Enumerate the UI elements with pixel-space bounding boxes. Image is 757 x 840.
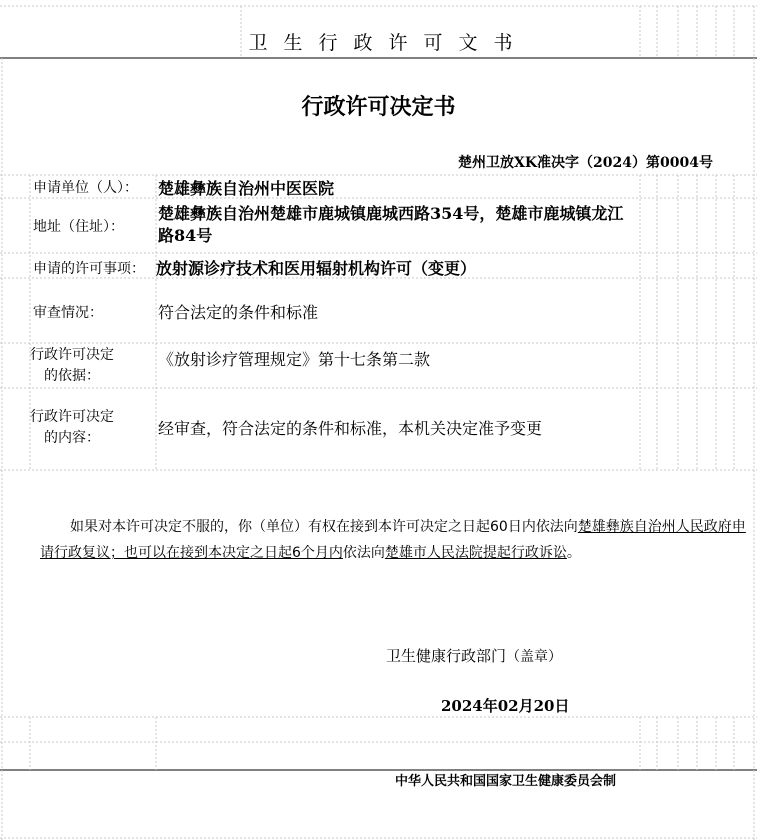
permit-item-value: 放射源诊疗技术和医用辐射机构许可（变更） — [156, 259, 477, 278]
issuer-footer: 中华人民共和国国家卫生健康委员会制 — [395, 774, 617, 789]
basis-value: 《放射诊疗管理规定》第十七条第二款 — [158, 350, 431, 369]
appeal-government: 楚雄彝族自治州人民政府申请行政复议；也可以在接到本决定之日起6个月内 — [40, 519, 746, 561]
review-value: 符合法定的条件和标准 — [158, 303, 319, 322]
form-header-title: 卫生行政许可文书 — [248, 32, 529, 54]
appeal-notice-part2: 依法向 — [342, 545, 385, 561]
review-label: 审查情况： — [33, 305, 103, 321]
document-number: 楚州卫放XK准决字（2024）第0004号 — [458, 155, 713, 171]
content-label: 行政许可决定的内容： — [30, 409, 114, 446]
basis-label: 行政许可决定的依据： — [30, 347, 114, 384]
department-name: 卫生健康行政部门 — [386, 647, 507, 665]
appeal-notice — [40, 514, 754, 566]
applicant-value: 楚雄彝族自治州中医医院 — [158, 179, 335, 198]
address-value: 楚雄彝族自治州楚雄市鹿城镇鹿城西路354号，楚雄市鹿城镇龙江路84号 — [158, 204, 624, 245]
content-value: 经审查，符合法定的条件和标准，本机关决定准予变更 — [158, 419, 543, 438]
applicant-label: 申请单位（人）： — [33, 180, 138, 196]
address-label: 地址（住址）： — [33, 219, 124, 235]
appeal-notice-end: 。 — [566, 545, 581, 561]
permit-item-label: 申请的许可事项： — [33, 261, 145, 277]
document-title: 行政许可决定书 — [301, 94, 456, 120]
appeal-notice-part1: 如果对本许可决定不服的，你（单位）有权在接到本许可决定之日起60日内依法向 — [70, 519, 578, 535]
decision-date: 2024年02月20日 — [441, 697, 570, 715]
appeal-court: 楚雄市人民法院提起行政诉讼 — [384, 545, 567, 561]
seal-note: （盖章） — [506, 649, 563, 665]
signature-department — [386, 645, 562, 666]
